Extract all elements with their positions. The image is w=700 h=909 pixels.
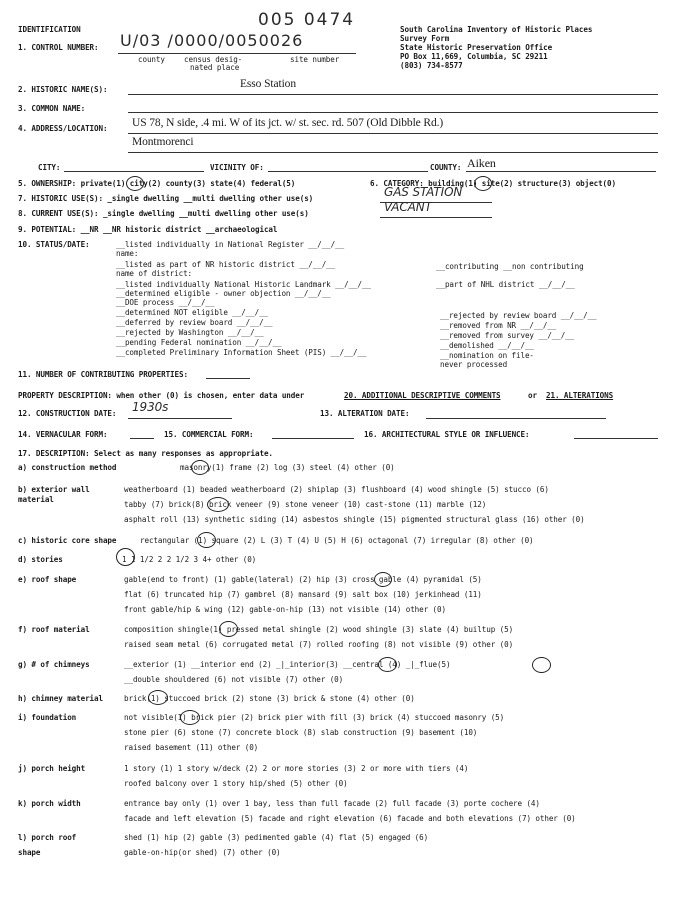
county-value: Aiken (467, 156, 496, 170)
stories-1-circle (116, 548, 135, 566)
row-l-line-1: shed (1) hip (2) gable (3) pedimented gable (4) flat (5) engaged (6) (124, 833, 429, 842)
control-sub-census: census desig- (184, 55, 243, 64)
row-h-line-1: brick(1) stuccoed brick (2) stone (3) brick & stone (4) other (0) (124, 694, 415, 703)
row-b-line-3: asphalt roll (13) synthetic siding (14) asbestos shingle (15) pigmented structural glass (16) other (0) (124, 515, 585, 524)
status-right-2: __removed from NR __/__/__ (440, 321, 557, 330)
row-k-label: k) porch width (18, 799, 81, 808)
address-line-2: Montmorenci (132, 136, 194, 148)
common-name-label: 3. COMMON NAME: (18, 104, 86, 113)
row-c-label: c) historic core shape (18, 536, 117, 545)
construction-masonry-circle (191, 460, 209, 475)
control-sub-site: site number (290, 55, 340, 64)
agency-line-2: Survey Form (400, 34, 450, 43)
row-b-line-2: tabby (7) brick(8) brick veneer (9) stone veneer (10) cast-stone (11) marble (12) (124, 500, 487, 509)
row-j-line-1: 1 story (1) 1 story w/deck (2) 2 or more stories (3) 2 or more with tiers (4) (124, 764, 469, 773)
control-sub-county: county (138, 55, 165, 64)
stamp-number: 005 0474 (258, 10, 356, 30)
status-left-9: __deferred by review board __/__/__ (116, 318, 273, 327)
row-e-line-2: flat (6) truncated hip (7) gambrel (8) mansard (9) salt box (10) jerkinhead (11) (124, 590, 482, 599)
row-b-label: b) exterior wall (18, 485, 90, 494)
row-e-label: e) roof shape (18, 575, 77, 584)
row-e-line-1: gable(end to front) (1) gable(lateral) (2) hip (3) cross gable (4) pyramidal (5) (124, 575, 482, 584)
status-left-11: __pending Federal nomination __/__/__ (116, 338, 282, 347)
control-sub-place: nated place (190, 63, 240, 72)
status-left-5: __listed individually National Historic Landmark __/__/__ (116, 280, 371, 289)
identification-heading: IDENTIFICATION (18, 25, 81, 34)
status-right-1: __rejected by review board __/__/__ (440, 311, 597, 320)
row-g-line-1: __exterior (1) __interior end (2) _|_interior(3) __central (4) _|_flue(5) (124, 660, 451, 669)
agency-line-4: PO Box 11,669, Columbia, SC 29211 (400, 52, 548, 61)
historic-name-value: Esso Station (240, 78, 296, 90)
contributing-label: 11. NUMBER OF CONTRIBUTING PROPERTIES: (18, 370, 188, 379)
current-use-row: 8. CURRENT USE(S): _single dwelling __multi dwelling other use(s) (18, 209, 309, 218)
property-desc: PROPERTY DESCRIPTION: when other (0) is chosen, enter data under (18, 391, 305, 400)
chimney-flue-circle (532, 657, 551, 673)
arch-style-line (574, 438, 658, 439)
control-number-label: 1. CONTROL NUMBER: (18, 43, 99, 52)
address-rule-2 (128, 152, 658, 153)
row-i-line-2: stone pier (6) stone (7) concrete block (8) slab construction (9) basement (10) (124, 728, 478, 737)
row-d-line-1: 1 1 1/2 2 2 1/2 3 4+ other (0) (122, 555, 257, 564)
vicinity-label: VICINITY OF: (210, 163, 264, 172)
agency-line-5: (803) 734-8577 (400, 61, 463, 70)
status-left-4: name of district: (116, 269, 193, 278)
status-right-3: __removed from survey __/__/__ (440, 331, 575, 340)
row-a-label: a) construction method (18, 463, 117, 472)
status-left-6: __determined eligible - owner objection __/__/__ (116, 289, 331, 298)
chimney-brick-circle (148, 690, 168, 705)
vicinity-line (268, 171, 428, 172)
row-i-line-1: not visible(1) brick pier (2) brick pier with fill (3) brick (4) stuccoed masonry (5) (124, 713, 505, 722)
potential-row: 9. POTENTIAL: __NR __NR historic district __archaeological (18, 225, 278, 234)
status-left-1: __listed individually in National Register __/__/__ (116, 240, 345, 249)
county-line (466, 171, 656, 172)
commercial-line (272, 438, 354, 439)
property-desc-or: or (528, 391, 537, 400)
category-building-circle (474, 176, 492, 191)
roof-hip-circle (374, 572, 392, 587)
historic-use-row: 7. HISTORIC USE(S): _single dwelling __multi dwelling other use(s) (18, 194, 314, 203)
row-b-label-2: material (18, 495, 54, 504)
row-d-label: d) stories (18, 555, 63, 564)
alteration-label: 13. ALTERATION DATE: (320, 409, 410, 418)
status-right-top-2: __part of NHL district __/__/__ (436, 280, 575, 289)
row-a-line-1: masonry(1) frame (2) log (3) steel (4) other (0) (180, 463, 395, 472)
construction-label: 12. CONSTRUCTION DATE: (18, 409, 117, 418)
row-g-line-2: __double shouldered (6) not visible (7) other (0) (124, 675, 344, 684)
control-number-value: U/03 /0000/0050026 (120, 31, 304, 50)
row-e-line-3: front gable/hip & wing (12) gable-on-hip (13) not visible (14) other (0) (124, 605, 446, 614)
status-left-7: __DOE process __/__/__ (116, 298, 215, 307)
vernacular-line (130, 438, 154, 439)
construction-line (128, 418, 232, 419)
agency-line-1: South Carolina Inventory of Historic Places (400, 25, 593, 34)
historic-use-value: GAS STATION (384, 185, 463, 199)
address-label: 4. ADDRESS/LOCATION: (18, 124, 108, 133)
status-right-5: __nomination on file- (440, 351, 534, 360)
row-c-line-1: rectangular (1) square (2) L (3) T (4) U (5) H (6) octagonal (7) irregular (8) other (0) (140, 536, 534, 545)
ownership-private-circle (126, 176, 144, 191)
row-l-label-2: shape (18, 848, 41, 857)
status-right-4: __demolished __/__/__ (440, 341, 534, 350)
row-l-line-2: gable-on-hip(or shed) (7) other (0) (124, 848, 281, 857)
construction-value: 1930s (132, 400, 169, 414)
property-desc-a: 20. ADDITIONAL DESCRIPTIVE COMMENTS (344, 391, 501, 400)
exterior-brick-circle (207, 497, 229, 512)
contributing-line (206, 378, 250, 379)
historic-name-label: 2. HISTORIC NAME(S): (18, 85, 108, 94)
status-left-8: __determined NOT eligible __/__/__ (116, 308, 269, 317)
property-desc-b: 21. ALTERATIONS (546, 391, 614, 400)
foundation-not-visible-circle (180, 710, 200, 725)
core-rectangular-circle (197, 532, 216, 548)
current-use-line (380, 217, 492, 218)
status-right-top-1: __contributing __non contributing (436, 262, 584, 271)
row-j-label: j) porch height (18, 764, 86, 773)
row-f-line-1: composition shingle(1) pressed metal shingle (2) wood shingle (3) slate (4) builtup (5) (124, 625, 514, 634)
roof-composition-circle (219, 621, 238, 637)
historic-name-line (128, 94, 658, 95)
current-use-value: VACANT (384, 200, 432, 214)
row-b-line-1: weatherboard (1) beaded weatherboard (2) shiplap (3) flushboard (4) wood shingle (5) stucco (6) (124, 485, 549, 494)
county-label: COUNTY: (430, 163, 462, 172)
chimney-interior-circle (378, 657, 397, 672)
category-row: 6. CATEGORY: building(1) site(2) structure(3) object(0) (370, 179, 616, 188)
status-right-6: never processed (440, 360, 508, 369)
row-h-label: h) chimney material (18, 694, 103, 703)
row-l-label: l) porch roof (18, 833, 77, 842)
city-line (64, 171, 204, 172)
common-name-line (128, 112, 658, 113)
address-line-1: US 78, N side, .4 mi. W of its jct. w/ st. sec. rd. 507 (Old Dibble Rd.) (132, 117, 444, 129)
vernacular-label: 14. VERNACULAR FORM: (18, 430, 108, 439)
row-i-label: i) foundation (18, 713, 77, 722)
arch-style-label: 16. ARCHITECTURAL STYLE OR INFLUENCE: (364, 430, 530, 439)
agency-line-3: State Historic Preservation Office (400, 43, 553, 52)
status-label: 10. STATUS/DATE: (18, 240, 90, 249)
row-k-line-1: entrance bay only (1) over 1 bay, less than full facade (2) full facade (3) porte cochere (4) (124, 799, 540, 808)
address-rule-1 (128, 133, 658, 134)
status-left-10: __rejected by Washington __/__/__ (116, 328, 264, 337)
status-left-12: __completed Preliminary Information Sheet (PIS) __/__/__ (116, 348, 367, 357)
description-label: 17. DESCRIPTION: Select as many responses as appropriate. (18, 449, 273, 458)
row-j-line-2: roofed balcony over 1 story hip/shed (5) other (0) (124, 779, 348, 788)
row-k-line-2: facade and left elevation (5) facade and right elevation (6) facade and both elevations (7) other (0) (124, 814, 576, 823)
status-left-2: name: (116, 249, 139, 258)
city-label: CITY: (38, 163, 61, 172)
alteration-line (426, 418, 606, 419)
row-f-label: f) roof material (18, 625, 90, 634)
status-left-3: __listed as part of NR historic district __/__/__ (116, 260, 336, 269)
commercial-label: 15. COMMERCIAL FORM: (164, 430, 254, 439)
row-i-line-3: raised basement (11) other (0) (124, 743, 259, 752)
control-number-line (118, 53, 356, 54)
ownership-row: 5. OWNERSHIP: private(1) city(2) county(3) state(4) federal(5) (18, 179, 296, 188)
row-f-line-2: raised seam metal (6) corrugated metal (7) rolled roofing (8) not visible (9) other (0) (124, 640, 514, 649)
row-g-label: g) # of chimneys (18, 660, 90, 669)
